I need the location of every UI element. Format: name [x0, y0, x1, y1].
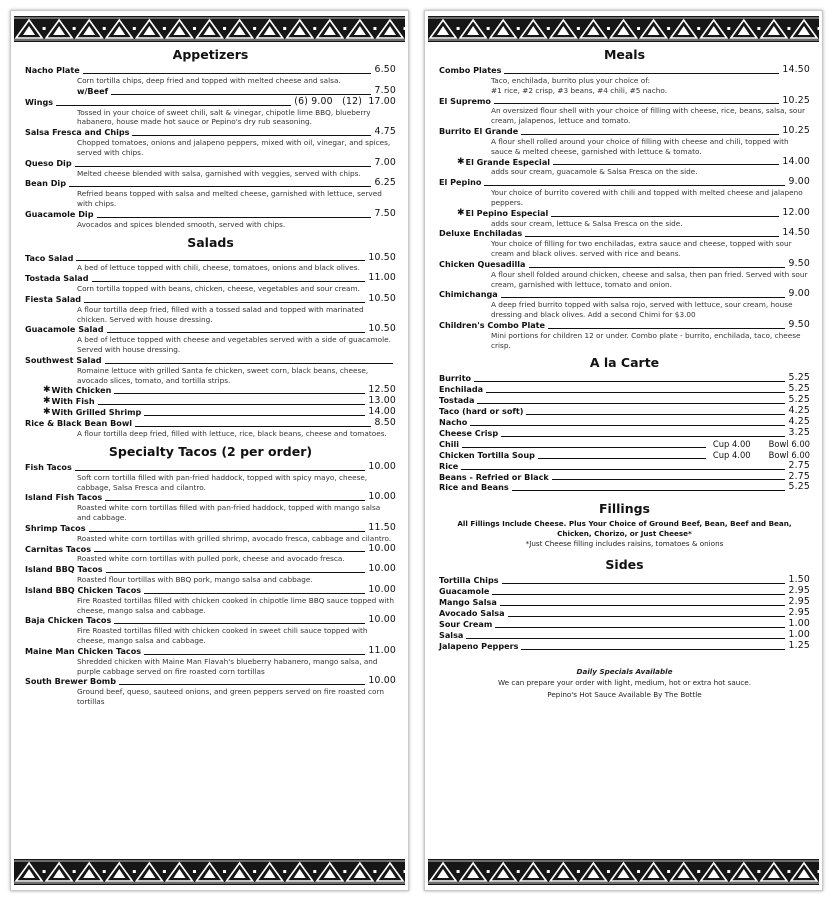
tribal-dot [343, 870, 346, 873]
tribal-dot [517, 27, 520, 30]
menu-item: Beans - Refried or Black 2.75 [439, 470, 810, 482]
menu-item: Tostada 5.25 [439, 394, 810, 406]
tribal-border-bottom [428, 859, 819, 885]
menu-item: Bean Dip 6.25 [25, 177, 396, 189]
menu-item: Wings (6) 9.00 (12) 17.00 [25, 95, 396, 107]
item-desc: A flour tortilla deep fried, filled with a tossed salad and topped with marinated chicken. Served with house dressing. [77, 304, 364, 324]
star-icon: ✱ [43, 385, 51, 396]
menu-item: Children's Combo Plate 9.50 [439, 318, 810, 330]
menu-item: Guacamole Salad 10.50 [25, 323, 396, 335]
tribal-dot [373, 27, 376, 30]
tribal-dot [133, 27, 136, 30]
menu-item: Nacho 4.25 [439, 416, 810, 428]
menu-item: Chicken Tortilla Soup Cup 4.00 Bowl 6.00 [439, 449, 810, 460]
tribal-inner-triangle [143, 26, 155, 35]
tribal-inner-triangle [113, 26, 125, 35]
tribal-dot [697, 27, 700, 30]
tribal-border-top [428, 16, 819, 42]
menu-item: El Supremo 10.25 [439, 94, 810, 106]
fillings-description: All Fillings Include Cheese. Plus Your Choice of Ground Beef, Bean, Beef and Bean, Chicken, Chorizo, or Just Cheese* [457, 519, 792, 539]
tribal-inner-triangle [294, 26, 306, 35]
tribal-inner-triangle [768, 26, 780, 35]
tribal-inner-triangle [467, 869, 479, 878]
tribal-inner-triangle [798, 869, 810, 878]
tribal-dot [547, 870, 550, 873]
tribal-pattern [428, 859, 819, 885]
menu-page-left [10, 10, 409, 891]
meals-title: Meals [603, 47, 646, 62]
tribal-dot [313, 870, 316, 873]
menu-item: Tostada Salad 11.00 [25, 272, 396, 284]
menu-item: Island BBQ Chicken Tacos 10.00 [25, 583, 396, 595]
tribal-dot [787, 27, 790, 30]
tribal-inner-triangle [264, 26, 276, 35]
item-desc: Taco, enchilada, burrito plus your choice of: [491, 75, 650, 85]
item-desc: A flour shell rolled around your choice of filling with cheese and chili, topped with sauce & melted cheese, garnished with lettuce & tomato. [491, 136, 789, 156]
tribal-dot [487, 870, 490, 873]
tribal-dot [253, 27, 256, 30]
tribal-dot [163, 870, 166, 873]
footer-notes [439, 666, 810, 701]
item-desc: Fire Roasted tortillas filled with chicken cooked in chipotle lime BBQ sauce topped with cheese, mango salsa and cabbage. [77, 595, 395, 615]
menu-item: Nacho Plate 6.50 [25, 64, 396, 75]
item-desc: Soft corn tortilla filled with pan-fried haddock, topped with spicy mayo, cheese, cabbage, Salsa Fresca and cilantro. [77, 472, 368, 492]
star-icon: ✱ [43, 396, 51, 407]
menu-item: Fish Tacos 10.00 [25, 460, 396, 472]
tribal-pattern [428, 16, 819, 42]
menu-item: Rice 2.75 [439, 459, 810, 471]
tribal-inner-triangle [113, 869, 125, 878]
tribal-inner-triangle [234, 26, 246, 35]
tribal-dot [103, 27, 106, 30]
item-desc: Avocados and spices blended smooth, served with chips. [77, 219, 286, 229]
fillings-title: Fillings [599, 501, 650, 517]
item-desc: adds sour cream, lettuce & Salsa Fresca on the side. [491, 218, 683, 228]
tribal-inner-triangle [294, 869, 306, 878]
tribal-inner-triangle [708, 869, 720, 878]
item-desc: Roasted flour tortillas with BBQ pork, mango salsa and cabbage. [77, 575, 313, 585]
star-icon: ✱ [457, 156, 465, 167]
item-desc: Melted cheese blended with salsa, garnished with veggies, served with chips. [77, 168, 361, 178]
item-desc: Corn tortilla topped with beans, chicken, cheese, vegetables and sour cream. [77, 284, 360, 294]
tribal-dot [487, 27, 490, 30]
tribal-dot [457, 27, 460, 30]
tribal-inner-triangle [23, 26, 35, 35]
item-desc: #1 rice, #2 crisp, #3 beans, #4 chili, #5 nacho. [491, 85, 668, 95]
tribal-inner-triangle [708, 26, 720, 35]
sides-title: Sides [605, 557, 644, 573]
tribal-inner-triangle [467, 26, 479, 35]
tribal-inner-triangle [648, 869, 660, 878]
item-desc: Roasted white corn tortillas filled with pan-fried haddock, topped with mango salsa and cabbage. [77, 503, 381, 523]
tribal-inner-triangle [173, 869, 185, 878]
tribal-dot [547, 27, 550, 30]
menu-item: Guacamole 2.95 [439, 585, 810, 597]
tribal-inner-triangle [437, 869, 449, 878]
tribal-inner-triangle [324, 26, 336, 35]
tribal-dot [457, 870, 460, 873]
menu-item: Salsa Fresca and Chips 4.75 [25, 126, 396, 138]
tribal-inner-triangle [527, 869, 539, 878]
menu-item: Burrito 5.25 [439, 372, 810, 384]
menu-item: Guacamole Dip 7.50 [25, 207, 396, 219]
tribal-dot [787, 870, 790, 873]
left-content [25, 44, 396, 852]
menu-item: Island BBQ Tacos 10.00 [25, 563, 396, 575]
tribal-inner-triangle [203, 26, 215, 35]
menu-item: Island Fish Tacos 10.00 [25, 491, 396, 503]
tribal-inner-triangle [738, 26, 750, 35]
menu-item: Mango Salsa 2.95 [439, 596, 810, 608]
daily-specials: Daily Specials Available [576, 666, 673, 676]
tribal-dot [403, 27, 405, 30]
tribal-inner-triangle [203, 869, 215, 878]
menu-sub-item: ✱ El Pepino Especial 12.00 [457, 206, 810, 218]
tribal-inner-triangle [23, 869, 35, 878]
item-desc: Mini portions for children 12 or under. Combo plate - burrito, enchilada, taco, cheese crisp. [491, 330, 801, 350]
tribal-dot [283, 870, 286, 873]
menu-item: Salsa 1.00 [439, 628, 810, 640]
tribal-inner-triangle [497, 869, 509, 878]
menu-item: Taco (hard or soft) 4.25 [439, 405, 810, 417]
item-desc: Roasted white corn tortillas with pulled pork, cheese and avocado fresca. [77, 554, 345, 564]
item-desc: A flour tortilla deep fried, filled with lettuce, rice, black beans, cheese and tomatoes. [77, 429, 387, 439]
tribal-inner-triangle [497, 26, 509, 35]
tribal-dot [73, 870, 76, 873]
menu-item: Burrito El Grande 10.25 [439, 125, 810, 136]
tribal-dot [757, 870, 760, 873]
menu-item: El Pepino 9.00 [439, 176, 810, 188]
menu-item: Jalapeno Peppers 1.25 [439, 639, 810, 651]
tribal-dot [373, 870, 376, 873]
menu-item: Rice and Beans 5.25 [439, 481, 810, 493]
item-desc: An oversized flour shell with your choice of filling with cheese, rice, beans, salsa, sour cream, jalapenos, lettuce and tomato. [491, 106, 805, 126]
tribal-dot [697, 870, 700, 873]
tribal-inner-triangle [587, 869, 599, 878]
tribal-dot [163, 27, 166, 30]
menu-sub-item: ✱ With Grilled Shrimp 14.00 [43, 406, 396, 418]
tribal-dot [817, 870, 819, 873]
fillings-note: *Just Cheese filling includes raisins, tomatoes & onions [525, 539, 724, 549]
right-content [439, 44, 810, 852]
item-desc: Ground beef, queso, sauteed onions, and green peppers served on fire roasted corn tortillas [77, 687, 384, 707]
tribal-dot [637, 870, 640, 873]
tribal-inner-triangle [648, 26, 660, 35]
tribal-inner-triangle [738, 869, 750, 878]
item-desc: Tossed in your choice of sweet chili, salt & vinegar, chipotle lime BBQ, blueberry habanero, house made hot sauce or Pepino's dry rub seasoning. [77, 107, 371, 127]
tribal-dot [667, 870, 670, 873]
tribal-dot [223, 870, 226, 873]
tribal-inner-triangle [384, 26, 396, 35]
tribal-dot [817, 27, 819, 30]
menu-sub-item: ✱ With Chicken 12.50 [43, 384, 396, 396]
hot-sauce-note: Pepino's Hot Sauce Available By The Bottle [547, 689, 702, 699]
tribal-dot [43, 870, 46, 873]
heat-note: We can prepare your order with light, medium, hot or extra hot sauce. [498, 678, 751, 688]
item-desc: Romaine lettuce with grilled Santa fe chicken, sweet corn, black beans, cheese, avocado slices, tomato, and tortilla strips. [77, 365, 369, 385]
tribal-inner-triangle [678, 26, 690, 35]
tribal-inner-triangle [617, 869, 629, 878]
tribal-dot [517, 870, 520, 873]
tribal-inner-triangle [83, 869, 95, 878]
star-icon: ✱ [457, 207, 465, 218]
tribal-inner-triangle [798, 26, 810, 35]
tribal-inner-triangle [768, 869, 780, 878]
tribal-dot [403, 870, 405, 873]
tribal-dot [757, 27, 760, 30]
tribal-dot [577, 27, 580, 30]
menu-page-right [424, 10, 823, 891]
tribal-dot [577, 870, 580, 873]
menu-item: Taco Salad 10.50 [25, 251, 396, 263]
menu-item: Tortilla Chips 1.50 [439, 574, 810, 586]
tribal-dot [193, 870, 196, 873]
tribal-inner-triangle [527, 26, 539, 35]
tribal-inner-triangle [53, 869, 65, 878]
salads-title: Salads [187, 234, 234, 250]
item-desc: adds sour cream, guacamole & Salsa Fresca on the side. [491, 167, 698, 177]
menu-item: Chimichanga 9.00 [439, 288, 810, 300]
menu-sub-item: ✱ El Grande Especial 14.00 [457, 155, 810, 167]
tacos-title: Specialty Tacos (2 per order) [108, 443, 313, 459]
tribal-inner-triangle [587, 26, 599, 35]
tribal-dot [727, 870, 730, 873]
item-desc: Chopped tomatoes, onions and jalapeno peppers, mixed with oil, vinegar, and spices, served with chips. [77, 138, 391, 157]
tribal-border-top [14, 16, 405, 42]
tribal-inner-triangle [234, 869, 246, 878]
tribal-pattern [14, 16, 405, 42]
menu-item: Maine Man Chicken Tacos 11.00 [25, 644, 396, 656]
tribal-dot [607, 27, 610, 30]
tribal-inner-triangle [384, 869, 396, 878]
menu-sub-item: ✱ With Fish 13.00 [43, 395, 396, 407]
menu-item: Avocado Salsa 2.95 [439, 607, 810, 619]
tribal-border-bottom [14, 859, 405, 885]
tribal-inner-triangle [617, 26, 629, 35]
menu-item: South Brewer Bomb 10.00 [25, 675, 396, 687]
tribal-dot [223, 27, 226, 30]
tribal-dot [283, 27, 286, 30]
tribal-dot [193, 27, 196, 30]
tribal-dot [667, 27, 670, 30]
item-desc: A bed of lettuce topped with cheese and vegetables served with a side of guacamole. Served with house dressing. [77, 335, 391, 355]
tribal-inner-triangle [678, 869, 690, 878]
menu-item: Baja Chicken Tacos 10.00 [25, 614, 396, 626]
item-desc: Fire Roasted tortillas filled with chicken cooked in sweet chili sauce topped with cheese, mango salsa and cabbage. [77, 626, 368, 646]
menu-item: Deluxe Enchiladas 14.50 [439, 227, 810, 239]
tribal-dot [43, 27, 46, 30]
tribal-dot [607, 870, 610, 873]
tribal-inner-triangle [83, 26, 95, 35]
alacarte-title: A la Carte [589, 355, 660, 371]
tribal-inner-triangle [264, 869, 276, 878]
menu-item-addon: w/Beef 7.50 [77, 84, 396, 96]
tribal-inner-triangle [143, 869, 155, 878]
tribal-inner-triangle [354, 869, 366, 878]
tribal-inner-triangle [173, 26, 185, 35]
tribal-dot [343, 27, 346, 30]
tribal-inner-triangle [557, 26, 569, 35]
tribal-pattern [14, 859, 405, 885]
tribal-dot [133, 870, 136, 873]
item-desc: A flour shell folded around chicken, cheese and salsa, then pan fried. Served with sour cream, garnished with lettuce, tomato and onion. [491, 269, 808, 289]
item-desc: Corn tortilla chips, deep fried and topped with melted cheese and salsa. [77, 75, 341, 85]
menu-item: Rice & Black Bean Bowl 8.50 [25, 417, 396, 429]
item-desc: A deep fried burrito topped with salsa rojo, served with lettuce, sour cream, house dressing and black olives. Add a second Chimi for $3.00 [491, 300, 793, 320]
tribal-dot [103, 870, 106, 873]
menu-item: Cheese Crisp 3.25 [439, 426, 810, 438]
item-desc: Refried beans topped with salsa and melted cheese, garnished with lettuce, served with chips. [77, 189, 382, 209]
star-icon: ✱ [43, 407, 51, 418]
tribal-inner-triangle [354, 26, 366, 35]
tribal-inner-triangle [437, 26, 449, 35]
menu-item: Combo Plates 14.50 [439, 64, 810, 75]
menu-item: Fiesta Salad 10.50 [25, 292, 396, 304]
item-desc: A bed of lettuce topped with chili, cheese, tomatoes, onions and black olives. [77, 263, 360, 273]
menu-item: Queso Dip 7.00 [25, 156, 396, 168]
menu-item: Chili Cup 4.00 Bowl 6.00 [439, 438, 810, 449]
tribal-inner-triangle [53, 26, 65, 35]
tribal-dot [637, 27, 640, 30]
tribal-dot [73, 27, 76, 30]
menu-item: Shrimp Tacos 11.50 [25, 521, 396, 533]
menu-item: Enchilada 5.25 [439, 383, 810, 395]
tribal-inner-triangle [324, 869, 336, 878]
item-desc: Your choice of filling for two enchiladas, extra sauce and cheese, topped with sour cream and black olives. served with rice and beans. [491, 239, 792, 259]
tribal-dot [253, 870, 256, 873]
item-desc: Your choice of burrito covered with chili and topped with melted cheese and jalapeno peppers. [491, 188, 803, 207]
appetizers-title: Appetizers [172, 47, 249, 62]
menu-item: Carnitas Tacos 10.00 [25, 542, 396, 554]
tribal-dot [313, 27, 316, 30]
item-desc: Shredded chicken with Maine Man Flavah's blueberry habanero, mango salsa, and purple cabbage served on fire roasted corn tortillas [77, 656, 378, 676]
menu-item: Sour Cream 1.00 [439, 618, 810, 629]
tribal-dot [727, 27, 730, 30]
menu-item: Southwest Salad [25, 355, 396, 366]
menu-item: Chicken Quesadilla 9.50 [439, 257, 810, 269]
tribal-inner-triangle [557, 869, 569, 878]
item-desc: Roasted white corn tortillas with grilled shrimp, avocado fresca, cabbage and cilantro. [77, 533, 392, 543]
